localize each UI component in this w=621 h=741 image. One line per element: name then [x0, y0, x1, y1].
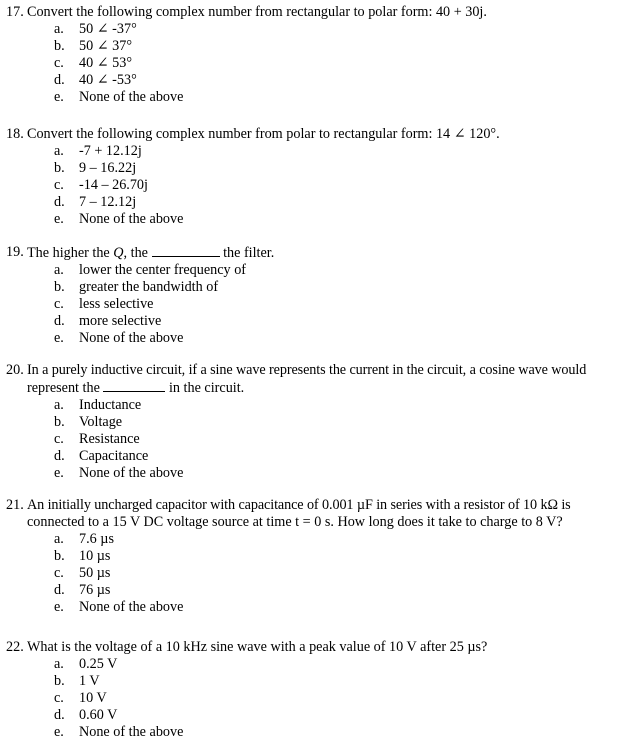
question-stem — [6, 362, 618, 397]
option-c: c. -14 – 26.70j — [54, 177, 148, 193]
option-e: e. None of the above — [54, 599, 184, 615]
question-18 — [6, 126, 618, 228]
question-17 — [6, 4, 618, 106]
option-b: b. 50 ∠ 37° — [54, 38, 133, 54]
option-d: d. 7 – 12.12j — [54, 194, 137, 210]
question-stem — [6, 497, 618, 531]
question-number: 20. — [6, 362, 24, 378]
option-a: a. Inductance — [54, 397, 142, 413]
question-text: In a purely inductive circuit, if a sine wave represents the current in the circuit, a cosine wave would represent the in the circuit. — [27, 362, 587, 396]
answer-options — [54, 262, 618, 347]
question-stem — [6, 639, 618, 656]
option-d: d. 0.60 V — [54, 707, 118, 723]
option-b: b. 9 – 16.22j — [54, 160, 137, 176]
option-c: c. 50 µs — [54, 565, 111, 581]
answer-options — [54, 21, 618, 106]
option-c: c. less selective — [54, 296, 154, 312]
option-b: b. 1 V — [54, 673, 100, 689]
question-number: 17. — [6, 4, 24, 20]
question-text: Convert the following complex number from rectangular to polar form: 40 + 30j. — [27, 4, 487, 20]
option-a: a. lower the center frequency of — [54, 262, 247, 278]
option-b: b. greater the bandwidth of — [54, 279, 219, 295]
option-d: d. Capacitance — [54, 448, 149, 464]
question-text: An initially uncharged capacitor with capacitance of 0.001 µF in series with a resistor of 10 kΩ is connected to a 15 V DC voltage source at time t = 0 s. How long does it take to charge to 8 V? — [27, 497, 571, 530]
question-number: 22. — [6, 639, 24, 655]
option-d: d. 76 µs — [54, 582, 111, 598]
option-e: e. None of the above — [54, 330, 184, 346]
answer-options — [54, 531, 618, 616]
question-number: 21. — [6, 497, 24, 513]
question-text: The higher the Q, the the filter. — [27, 245, 275, 261]
answer-options — [54, 397, 618, 482]
option-e: e. None of the above — [54, 724, 184, 740]
option-c: c. Resistance — [54, 431, 140, 447]
option-a: a. 50 ∠ -37° — [54, 21, 137, 37]
answer-options — [54, 143, 618, 228]
option-d: d. more selective — [54, 313, 162, 329]
question-number: 18. — [6, 126, 24, 142]
question-22 — [6, 639, 618, 741]
option-e: e. None of the above — [54, 465, 184, 481]
question-19 — [6, 244, 618, 347]
question-stem — [6, 244, 618, 262]
question-text: Convert the following complex number from polar to rectangular form: 14 ∠ 120°. — [27, 126, 500, 142]
fill-in-blank — [152, 244, 220, 257]
answer-options — [54, 656, 618, 741]
option-c: c. 10 V — [54, 690, 107, 706]
option-a: a. 7.6 µs — [54, 531, 114, 547]
option-e: e. None of the above — [54, 89, 184, 105]
option-b: b. 10 µs — [54, 548, 111, 564]
question-21 — [6, 497, 618, 616]
option-e: e. None of the above — [54, 211, 184, 227]
option-a: a. 0.25 V — [54, 656, 118, 672]
fill-in-blank — [103, 379, 165, 392]
option-d: d. 40 ∠ -53° — [54, 72, 137, 88]
question-stem — [6, 126, 618, 143]
question-20 — [6, 362, 618, 482]
option-a: a. -7 + 12.12j — [54, 143, 142, 159]
option-b: b. Voltage — [54, 414, 123, 430]
question-number: 19. — [6, 244, 24, 260]
question-stem — [6, 4, 618, 21]
question-text: What is the voltage of a 10 kHz sine wave with a peak value of 10 V after 25 µs? — [27, 639, 488, 655]
option-c: c. 40 ∠ 53° — [54, 55, 133, 71]
